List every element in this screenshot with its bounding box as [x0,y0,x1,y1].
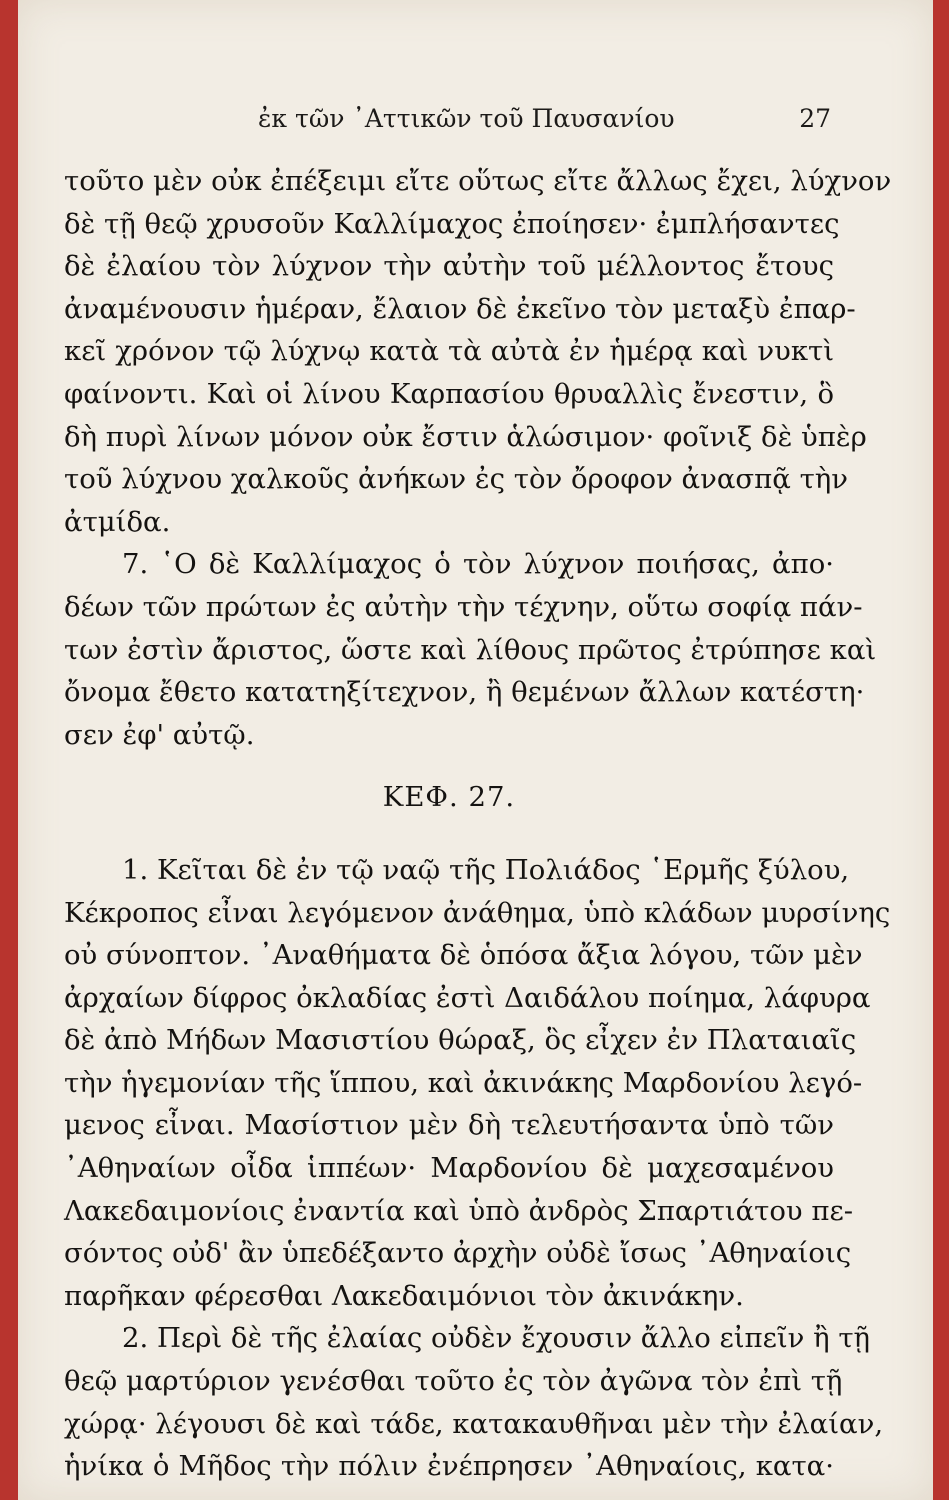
text-line: τοῦ λύχνου χαλκοῦς ἀνήκων ἐς τὸν ὄροφον ἀνασπᾷ τὴν [64,463,848,496]
page-body [64,160,892,1488]
text-line: οὐ σύνοπτον. ᾿Αναθήματα δὲ ὁπόσα ἄξια λόγου, τῶν μὲν [64,939,863,972]
paragraph-start: 1. Κεῖται δὲ ἐν τῷ ναῷ τῆς Πολιάδος ῾Ερμῆς ξύλου, [122,853,850,886]
text-line: Κέκροπος εἶναι λεγόμενον ἀνάθημα, ὑπὸ κλάδων μυρσίνης [64,896,891,929]
paragraph-start: 7. ῾Ο δὲ Καλλίμαχος ὁ τὸν λύχνον ποιήσας, ἀπο· [122,548,834,581]
text-line: ᾿Αθηναίων οἶδα ἱππέων· Μαρδονίου δὲ μαχεσαμένου [64,1152,834,1185]
text-line: θεῷ μαρτύριον γενέσθαι τοῦτο ἐς τὸν ἀγῶνα τὸν ἐπὶ τῇ [64,1365,843,1398]
paragraph-start: 2. Περὶ δὲ τῆς ἐλαίας οὐδὲν ἔχουσιν ἄλλο εἰπεῖν ἢ τῇ [122,1322,871,1355]
text-line: τὴν ἡγεμονίαν τῆς ἵππου, καὶ ἀκινάκης Μαρδονίου λεγό- [64,1066,863,1099]
spacer [64,819,834,849]
text-line: Λακεδαιμονίοις ἐναντία καὶ ὑπὸ ἀνδρὸς Σπαρτιάτου πε- [64,1194,854,1227]
text-line: των ἐστὶν ἄριστος, ὥστε καὶ λίθους πρῶτος ἐτρύπησε καὶ [64,633,877,666]
text-line: σόντος οὐδ' ἂν ὑπεδέξαντο ἀρχὴν οὐδὲ ἴσως ᾿Αθηναίοις [64,1237,852,1270]
text-line: φαίνοντι. Καὶ οἱ λίνου Καρπασίου θρυαλλὶς ἔνεστιν, ὃ [64,377,834,410]
text-line: ἀναμένουσιν ἡμέραν, ἔλαιον δὲ ἐκεῖνο τὸν μεταξὺ ἐπαρ- [64,292,856,325]
text-line: τοῦτο μὲν οὐκ ἐπέξειμι εἴτε οὕτως εἴτε ἄλλως ἔχει, λύχνον [64,165,892,197]
text-line: δὲ ἀπὸ Μήδων Μασιστίου θώραξ, ὃς εἶχεν ἐν Πλαταιαῖς [64,1024,857,1057]
page-number: 27 [799,104,831,133]
text-line: δὲ ἐλαίου τὸν λύχνον τὴν αὐτὴν τοῦ μέλλοντος ἔτους [64,250,834,283]
text-line: σεν ἐφ' αὐτῷ. [64,718,255,751]
text-line: ἀρχαίων δίφρος ὀκλαδίας ἐστὶ Δαιδάλου ποίημα, λάφυρα [64,981,871,1014]
spacer [64,756,834,776]
running-head: ἐκ τῶν ᾿Αττικῶν τοῦ Παυσανίου [258,104,675,133]
text-line: χώρᾳ· λέγουσι δὲ καὶ τάδε, κατακαυθῆναι μὲν τὴν ἐλαίαν, [64,1407,884,1440]
text-line: μενος εἶναι. Μασίστιον μὲν δὴ τελευτήσαντα ὑπὸ τῶν [64,1109,834,1142]
text-line: ὄνομα ἔθετο κατατηξίτεχνον, ἢ θεμένων ἄλλων κατέστη· [64,676,865,709]
text-line: ἀτμίδα. [64,505,171,538]
page-header [18,104,933,144]
text-line: παρῆκαν φέρεσθαι Λακεδαιμόνιοι τὸν ἀκινάκην. [64,1279,744,1312]
text-line: δέων τῶν πρώτων ἐς αὐτὴν τὴν τέχνην, οὕτω σοφίᾳ πάν- [64,590,863,623]
chapter-heading: ΚΕΦ. 27. [382,781,516,814]
text-line: δὲ τῇ θεῷ χρυσοῦν Καλλίμαχος ἐποίησεν· ἐμπλήσαντες [64,207,840,240]
text-line: δὴ πυρὶ λίνων μόνον οὐκ ἔστιν ἁλώσιμον· φοῖνιξ δὲ ὑπὲρ [64,420,867,453]
book-page [18,0,933,1500]
text-line: ἡνίκα ὁ Μῆδος τὴν πόλιν ἐνέπρησεν ᾿Αθηναίοις, κατα· [64,1450,834,1483]
text-line: κεῖ χρόνον τῷ λύχνῳ κατὰ τὰ αὐτὰ ἐν ἡμέρᾳ καὶ νυκτὶ [64,335,834,368]
